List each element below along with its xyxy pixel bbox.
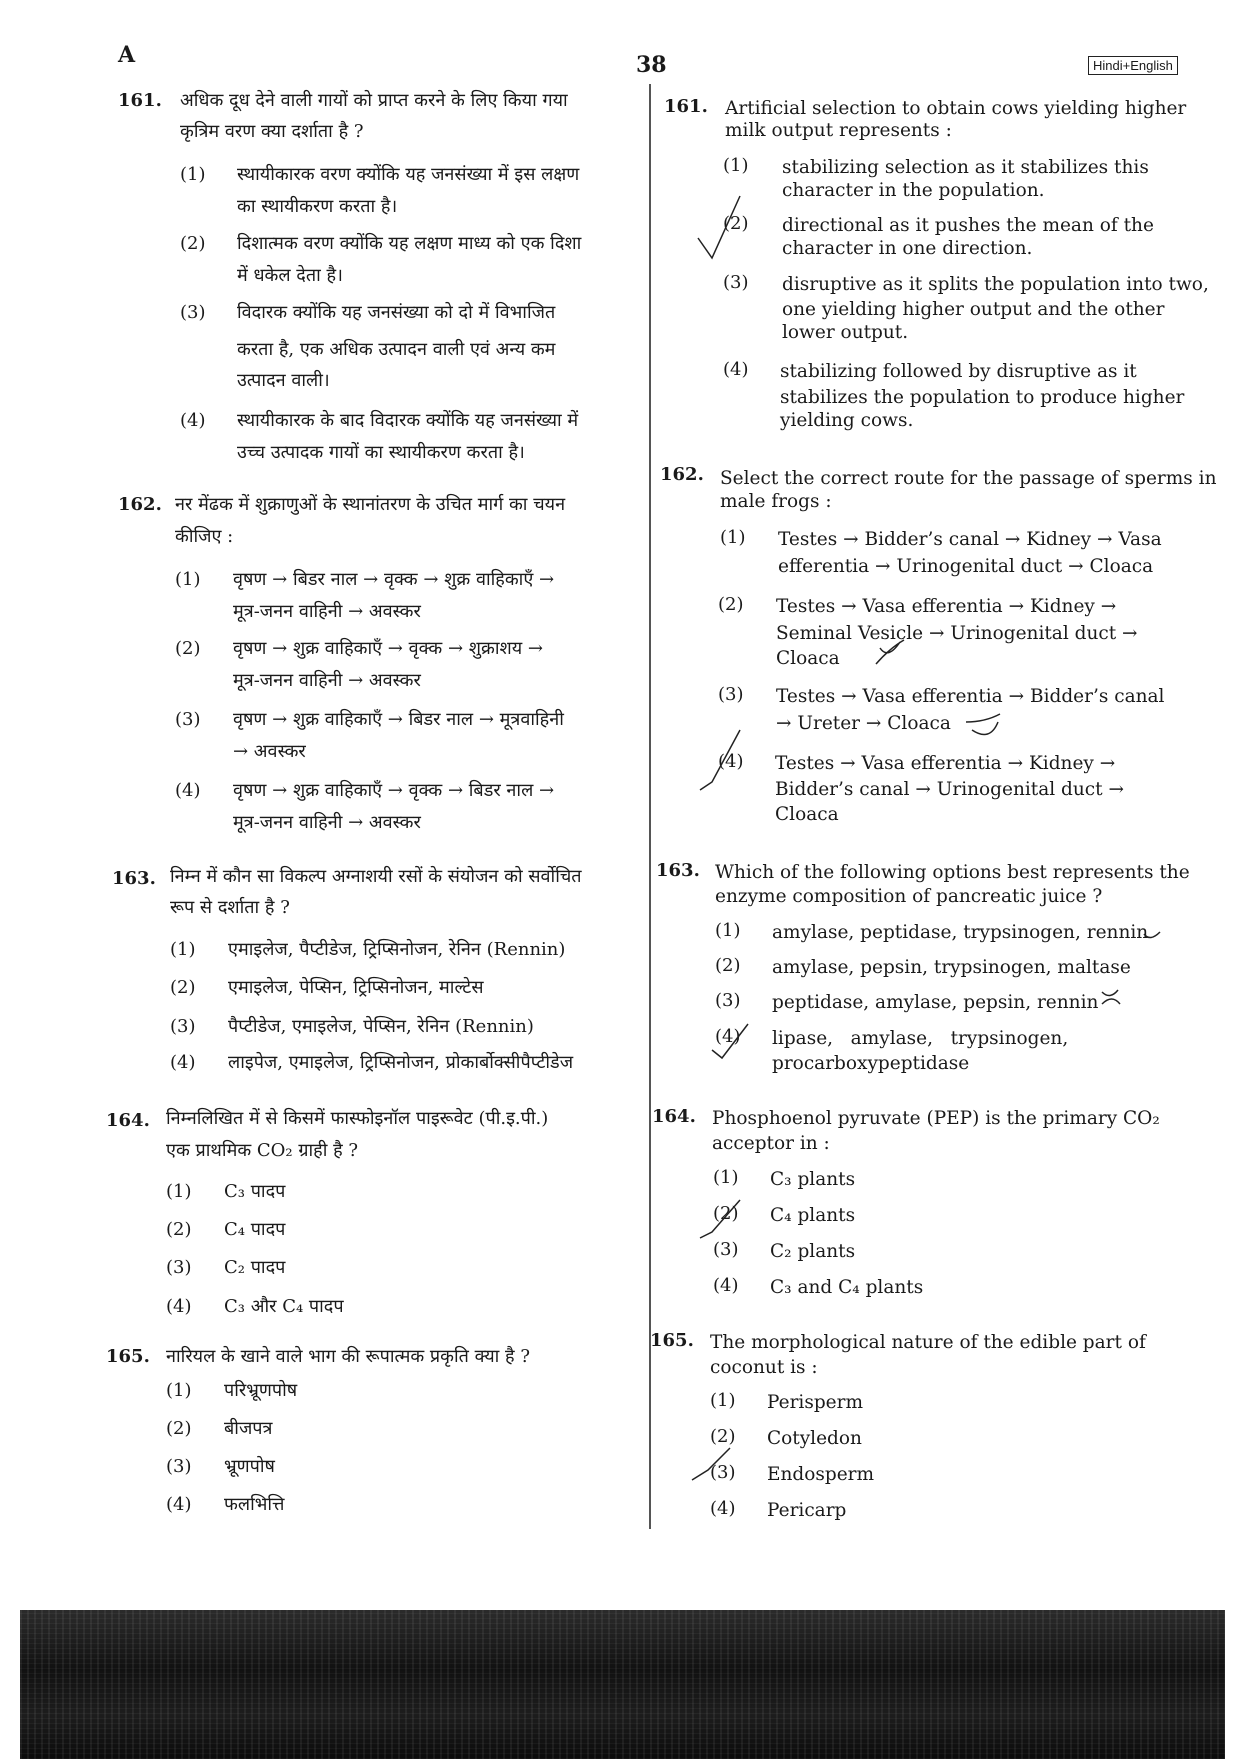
option-text: one yielding higher output and the other [782,299,1165,320]
option-text: C₂ plants [770,1241,856,1262]
option-text: एमाइलेज, पैप्टीडेज, ट्रिप्सिनोजन, रेनिन (Rennin) [228,939,566,960]
option-number: (2) [180,233,206,254]
option-text: yielding cows. [780,410,914,431]
option-number: (3) [710,1462,736,1483]
option-text: विदारक क्योंकि यह जनसंख्या को दो में विभाजित [237,302,556,323]
question-number: 162. [118,494,162,515]
option-number: (1) [713,1167,739,1188]
cross-mark-icon [876,640,904,664]
option-text: Bidder’s canal → Urinogenital duct → [775,779,1124,800]
cross-mark-icon [966,714,1000,735]
option-text: मूत्र-जनन वाहिनी → अवस्कर [233,601,421,622]
question-text-line: Which of the following options best represents the [715,862,1190,883]
option-text: वृषण → शुक्र वाहिकाएँ → वृक्क → बिडर नाल → [233,780,555,801]
option-text: फलभित्ति [224,1494,285,1515]
option-text: में धकेल देता है। [237,265,343,286]
option-text: → अवस्कर [233,741,306,762]
option-text: stabilizing followed by disruptive as it [780,361,1137,382]
option-text: पैप्टीडेज, एमाइलेज, पेप्सिन, रेनिन (Rennin) [228,1016,534,1037]
question-text-line: कृत्रिम वरण क्या दर्शाता है ? [180,121,364,142]
option-number: (4) [170,1052,196,1073]
option-text: Testes → Vasa efferentia → Bidder’s canal [776,686,1165,707]
option-text: lipase, amylase, trypsinogen, [772,1028,1069,1049]
option-number: (4) [166,1296,192,1317]
tick-mark-icon [692,1448,730,1480]
option-text: वृषण → शुक्र वाहिकाएँ → बिडर नाल → मूत्रवाहिनी [233,709,564,730]
option-text: disruptive as it splits the population into two, [782,274,1209,295]
option-number: (2) [723,213,749,234]
option-text: amylase, pepsin, trypsinogen, maltase [772,957,1131,978]
option-text: C₃ plants [770,1169,856,1190]
question-text-line: नर मेंढक में शुक्राणुओं के स्थानांतरण के उचित मार्ग का चयन [175,494,566,515]
tick-mark-icon [712,1024,748,1058]
option-number: (2) [715,955,741,976]
option-text: character in one direction. [782,238,1033,259]
page-number: 38 [636,52,667,78]
option-number: (1) [715,920,741,941]
question-number: 162. [660,464,704,485]
option-number: (3) [713,1239,739,1260]
option-number: (2) [713,1203,739,1224]
option-text: C₃ पादप [224,1181,286,1202]
option-number: (4) [713,1275,739,1296]
question-text-line: निम्न में कौन सा विकल्प अग्नाशयी रसों के संयोजन को सर्वोचित [170,866,582,887]
option-number: (3) [170,1016,196,1037]
option-number: (3) [180,302,206,323]
option-text: lower output. [782,322,909,343]
option-text: amylase, peptidase, trypsinogen, rennin [772,922,1149,943]
option-number: (3) [166,1257,192,1278]
option-text: peptidase, amylase, pepsin, rennin [772,992,1099,1013]
question-text-line: कीजिए : [175,526,234,547]
question-text-line: अधिक दूध देने वाली गायों को प्राप्त करने के लिए किया गया [180,90,568,111]
option-text: मूत्र-जनन वाहिनी → अवस्कर [233,670,421,691]
option-text: परिभ्रूणपोष [224,1380,298,1401]
cross-mark-icon [1102,990,1120,1004]
option-text: Cotyledon [767,1428,862,1449]
option-text: C₃ and C₄ plants [770,1277,924,1298]
option-number: (2) [710,1426,736,1447]
option-number: (4) [166,1494,192,1515]
option-text: स्थायीकारक के बाद विदारक क्योंकि यह जनसंख्या में [237,410,579,431]
option-text: एमाइलेज, पेप्सिन, ट्रिप्सिनोजन, माल्टेस [228,977,484,998]
question-number: 161. [664,96,708,117]
option-text: character in the population. [782,180,1045,201]
tick-mark-icon [700,730,740,790]
option-number: (3) [718,684,744,705]
option-text: stabilizing selection as it stabilizes this [782,157,1149,178]
option-number: (2) [718,594,744,615]
set-letter: A [118,42,136,68]
option-text: उच्च उत्पादक गायों का स्थायीकरण करता है। [237,442,525,463]
question-text-line: एक प्राथमिक CO₂ ग्राही है ? [166,1140,359,1161]
option-text: Seminal Vesicle → Urinogenital duct → [776,623,1138,644]
option-text: stabilizes the population to produce higher [780,387,1185,408]
option-number: (1) [710,1390,736,1411]
question-number: 161. [118,90,162,111]
question-text-line: नारियल के खाने वाले भाग की रूपात्मक प्रकृति क्या है ? [166,1346,530,1367]
option-number: (1) [175,569,201,590]
option-text: procarboxypeptidase [772,1053,970,1074]
question-text-line: Phosphoenol pyruvate (PEP) is the primary CO₂ [712,1108,1160,1129]
option-text: वृषण → बिडर नाल → वृक्क → शुक्र वाहिकाएँ → [233,569,555,590]
option-number: (1) [723,155,749,176]
question-text-line: The morphological nature of the edible part of [710,1332,1146,1353]
option-text: C₂ पादप [224,1257,286,1278]
question-number: 163. [112,868,156,889]
question-text-line: milk output represents : [725,120,952,141]
option-text: वृषण → शुक्र वाहिकाएँ → वृक्क → शुक्राशय → [233,638,543,659]
question-text-line: Select the correct route for the passage of sperms in [720,468,1217,489]
option-text: का स्थायीकरण करता है। [237,196,398,217]
option-number: (3) [166,1456,192,1477]
option-number: (4) [180,410,206,431]
option-text: C₄ पादप [224,1219,286,1240]
scan-footer-noise [20,1610,1225,1759]
question-text-line: Artificial selection to obtain cows yielding higher [725,98,1187,119]
option-number: (3) [175,709,201,730]
option-text: Testes → Bidder’s canal → Kidney → Vasa [778,529,1162,550]
option-text: मूत्र-जनन वाहिनी → अवस्कर [233,812,421,833]
option-number: (4) [723,359,749,380]
question-text-line: male frogs : [720,491,832,512]
option-text: Cloaca [776,648,840,669]
option-number: (2) [166,1418,192,1439]
option-text: स्थायीकारक वरण क्योंकि यह जनसंख्या में इस लक्षण [237,164,580,185]
option-number: (2) [170,977,196,998]
question-text-line: acceptor in : [712,1133,830,1154]
language-badge: Hindi+English [1088,56,1178,75]
option-number: (1) [180,164,206,185]
option-number: (2) [166,1219,192,1240]
tick-mark-icon [698,196,740,258]
question-number: 165. [650,1330,694,1351]
option-text: Pericarp [767,1500,847,1521]
option-text: करता है, एक अधिक उत्पादन वाली एवं अन्य कम [237,339,556,360]
option-number: (4) [715,1026,741,1047]
option-number: (1) [720,527,746,548]
option-text: उत्पादन वाली। [237,370,330,391]
option-text: efferentia → Urinogenital duct → Cloaca [778,556,1154,577]
option-number: (4) [710,1498,736,1519]
question-text-line: निम्नलिखित में से किसमें फास्फोइनॉल पाइरूवेट (पी.इ.पी.) [166,1108,549,1129]
option-text: लाइपेज, एमाइलेज, ट्रिप्सिनोजन, प्रोकार्बोक्सीपैप्टीडेज [228,1052,574,1073]
option-number: (3) [715,990,741,1011]
question-number: 165. [106,1346,150,1367]
option-number: (4) [175,780,201,801]
tick-mark-icon [700,1200,740,1238]
question-number: 163. [656,860,700,881]
option-text: C₄ plants [770,1205,856,1226]
question-text-line: coconut is : [710,1357,818,1378]
option-text: बीजपत्र [224,1418,273,1439]
option-number: (3) [723,272,749,293]
option-text: → Ureter → Cloaca [776,713,951,734]
option-text: directional as it pushes the mean of the [782,215,1154,236]
cross-mark-icon [1144,932,1160,938]
option-text: C₃ और C₄ पादप [224,1296,344,1317]
option-text: भ्रूणपोष [224,1456,275,1477]
question-number: 164. [652,1106,696,1127]
option-text: Testes → Vasa efferentia → Kidney → [775,753,1116,774]
option-number: (1) [170,939,196,960]
option-text: Perisperm [767,1392,863,1413]
option-text: Endosperm [767,1464,875,1485]
option-text: Testes → Vasa efferentia → Kidney → [776,596,1117,617]
option-number: (4) [718,751,744,772]
question-number: 164. [106,1110,150,1131]
question-text-line: enzyme composition of pancreatic juice ? [715,886,1103,907]
option-text: Cloaca [775,804,839,825]
option-number: (1) [166,1380,192,1401]
question-text-line: रूप से दर्शाता है ? [170,897,290,918]
option-number: (1) [166,1181,192,1202]
option-number: (2) [175,638,201,659]
option-text: दिशात्मक वरण क्योंकि यह लक्षण माध्य को एक दिशा [237,233,582,254]
